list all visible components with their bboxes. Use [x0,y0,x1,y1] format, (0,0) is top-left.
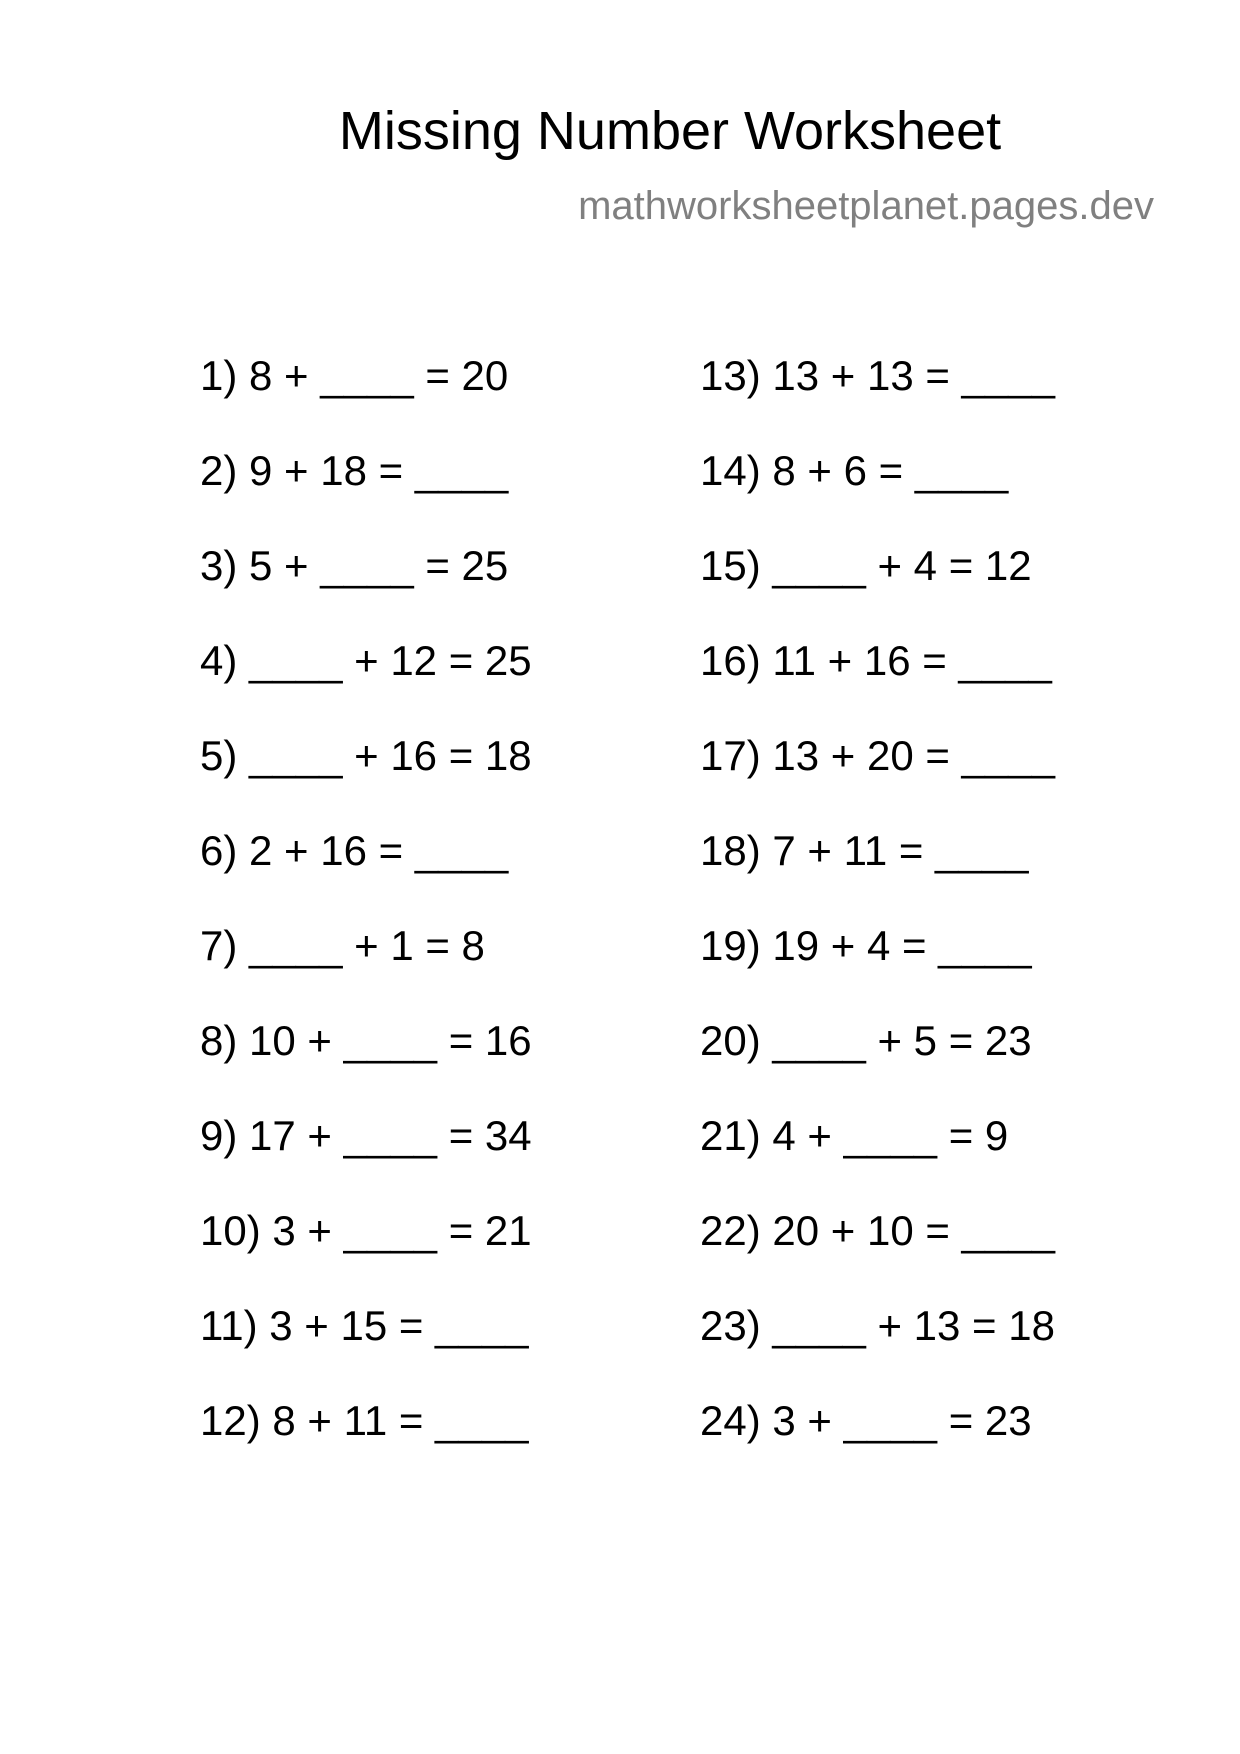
site-url: mathworksheetplanet.pages.dev [578,184,1154,228]
problem-column-right [700,346,1055,1486]
problem-4: 4) ____ + 12 = 25 [200,637,532,684]
problem-19: 19) 19 + 4 = ____ [700,922,1032,969]
problem-7: 7) ____ + 1 = 8 [200,922,485,969]
problem-12: 12) 8 + 11 = ____ [200,1397,529,1444]
problem-5: 5) ____ + 16 = 18 [200,732,532,779]
problem-17: 17) 13 + 20 = ____ [700,732,1055,779]
problem-16: 16) 11 + 16 = ____ [700,637,1052,684]
problem-21: 21) 4 + ____ = 9 [700,1112,1009,1159]
problem-18: 18) 7 + 11 = ____ [700,827,1029,874]
problem-20: 20) ____ + 5 = 23 [700,1017,1032,1064]
problem-3: 3) 5 + ____ = 25 [200,542,509,589]
problem-23: 23) ____ + 13 = 18 [700,1302,1055,1349]
problem-13: 13) 13 + 13 = ____ [700,352,1055,399]
problem-22: 22) 20 + 10 = ____ [700,1207,1055,1254]
problem-1: 1) 8 + ____ = 20 [200,352,509,399]
page-title: Missing Number Worksheet [338,101,1002,161]
problem-8: 8) 10 + ____ = 16 [200,1017,532,1064]
problem-11: 11) 3 + 15 = ____ [200,1302,529,1349]
problem-2: 2) 9 + 18 = ____ [200,447,509,494]
problem-column-left [200,346,532,1486]
problem-10: 10) 3 + ____ = 21 [200,1207,532,1254]
problem-24: 24) 3 + ____ = 23 [700,1397,1032,1444]
problem-14: 14) 8 + 6 = ____ [700,447,1009,494]
problem-15: 15) ____ + 4 = 12 [700,542,1032,589]
problem-9: 9) 17 + ____ = 34 [200,1112,532,1159]
problem-6: 6) 2 + 16 = ____ [200,827,509,874]
